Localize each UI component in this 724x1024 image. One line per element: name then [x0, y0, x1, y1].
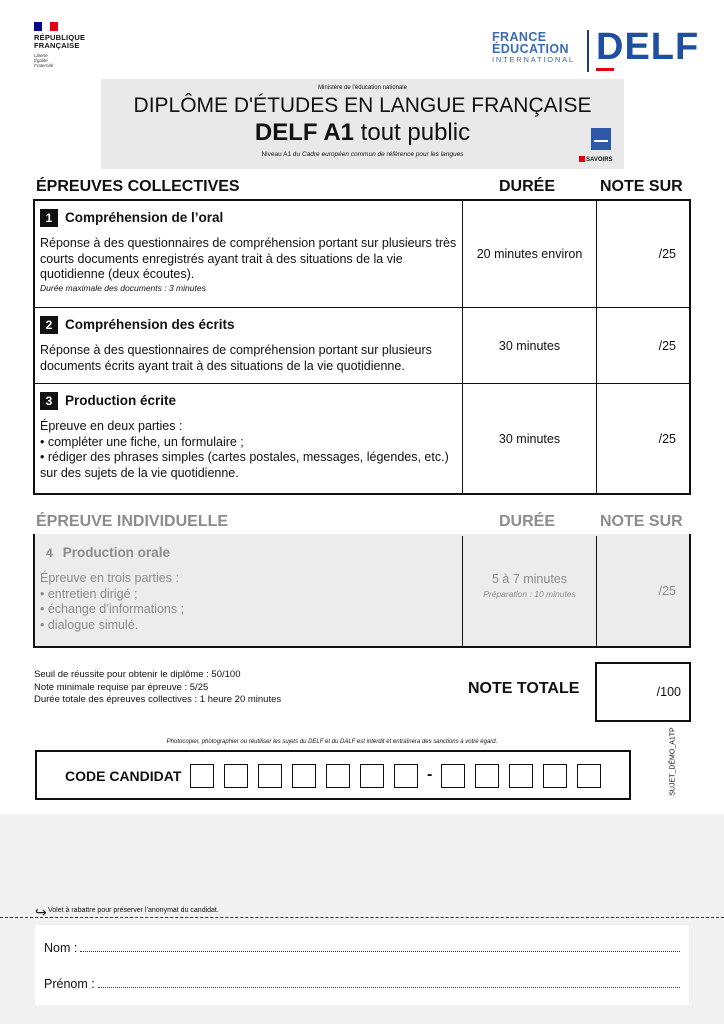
exam-row-2-title	[40, 316, 458, 334]
exam-row-2-score-text: /25	[658, 338, 676, 353]
exam-row-1-description-cell	[35, 201, 463, 307]
delf-logo: DELF	[596, 26, 700, 68]
marianne-flag-icon	[34, 22, 58, 31]
sujet-code-text: SUJET_DÉMO_A1TP	[669, 727, 677, 796]
exam-row-2-description-cell	[35, 308, 463, 383]
republique-line-2: FRANÇAISE	[34, 41, 80, 50]
diploma-subtitle	[101, 119, 624, 147]
savoirs-mark-icon	[579, 156, 585, 162]
exam-row-1-number: 1	[40, 209, 58, 227]
republique-line-1: RÉPUBLIQUE	[34, 33, 86, 42]
exam-row-2-duration	[463, 308, 597, 383]
individual-heading: ÉPREUVE INDIVIDUELLE	[36, 513, 229, 530]
exam-row-3	[35, 384, 689, 493]
exam-row-4-bullet-2: • échange d’informations ;	[40, 602, 185, 617]
code-digit-box[interactable]	[190, 764, 214, 788]
nom-dotted-line[interactable]	[80, 942, 680, 952]
code-digit-box[interactable]	[475, 764, 499, 788]
exam-row-4-duration	[463, 536, 597, 646]
collective-table	[33, 199, 691, 495]
republique-motto	[34, 53, 114, 68]
nom-field[interactable]	[44, 941, 680, 955]
note-totale-value: /100	[656, 685, 681, 699]
exam-row-2-number: 2	[40, 316, 58, 334]
exam-row-4	[35, 536, 689, 646]
logo-divider	[587, 30, 589, 72]
exam-row-4-bullet-3: • dialogue simulé.	[40, 617, 139, 632]
exam-row-1-note: Durée maximale des documents : 3 minutes	[40, 282, 206, 293]
motto-egalite: Égalité	[34, 58, 48, 63]
requirements-block	[34, 669, 281, 707]
prenom-label: Prénom :	[44, 977, 95, 991]
exam-row-3-description	[40, 419, 458, 481]
identity-area	[35, 925, 689, 1005]
note-minimale: Note minimale requise par épreuve : 5/25	[34, 681, 209, 693]
duree-totale: Durée totale des épreuves collectives : 1 heure 20 minutes	[34, 694, 282, 705]
exam-row-4-intro: Épreuve en trois parties :	[40, 571, 179, 585]
individual-col-duree: DURÉE	[499, 513, 556, 530]
exam-row-3-intro: Épreuve en deux parties :	[40, 419, 183, 433]
code-separator: -	[427, 766, 433, 783]
code-candidat-box	[35, 750, 631, 800]
niveau-line	[101, 151, 624, 158]
exam-row-4-description-cell	[35, 536, 463, 646]
collective-heading: ÉPREUVES COLLECTIVES	[36, 178, 240, 195]
code-candidat-label: CODE CANDIDAT	[65, 768, 182, 784]
code-digit-box[interactable]	[509, 764, 533, 788]
title-banner	[101, 79, 624, 169]
exam-row-1-description: Réponse à des questionnaires de compréhension portant sur plusieurs très courts documents enregistrés ayant trait à des situations de la vie quotidienne (deux écoutes).	[40, 236, 457, 282]
individual-col-note: NOTE SUR	[600, 513, 683, 530]
code-digit-box[interactable]	[543, 764, 567, 788]
sujet-code	[668, 728, 678, 800]
exam-row-1-duration-text: 20 minutes environ	[476, 247, 583, 261]
exam-row-4-title	[40, 544, 458, 562]
diploma-audience: tout public	[354, 119, 471, 146]
exam-row-1-duration	[463, 201, 597, 307]
exam-row-1-score	[597, 201, 689, 307]
code-digit-box[interactable]	[258, 764, 282, 788]
fei-line-1: FRANCE	[492, 30, 547, 44]
exam-row-3-description-cell	[35, 384, 463, 493]
exam-row-4-score	[597, 536, 689, 646]
exam-row-3-bullet-1: • compléter une fiche, un formulaire ;	[40, 434, 244, 449]
nom-label: Nom :	[44, 941, 78, 955]
exam-row-1-title-text: Compréhension de l’oral	[65, 210, 224, 225]
exam-row-4-number: 4	[46, 546, 53, 560]
collective-col-note: NOTE SUR	[600, 178, 683, 195]
exam-row-4-description	[40, 571, 458, 633]
exam-row-3-title-text: Production écrite	[65, 393, 177, 408]
code-digit-box[interactable]	[224, 764, 248, 788]
code-digit-box[interactable]	[577, 764, 601, 788]
exam-row-3-bullet-2: • rédiger des phrases simples (cartes postales, messages, légendes, etc.) sur des sujets de la vie quotidienne.	[40, 450, 449, 480]
republique-francaise-logo	[34, 22, 114, 68]
exam-row-4-bullet-1: • entretien dirigé ;	[40, 586, 138, 601]
exam-row-4-duration-text: 5 à 7 minutes	[491, 572, 568, 586]
fold-arrow-icon: ↪	[35, 904, 47, 920]
motto-liberte: Liberté	[34, 53, 48, 58]
afaq-certification-icon	[591, 128, 611, 150]
fold-line	[0, 917, 724, 918]
prenom-dotted-line[interactable]	[98, 978, 680, 988]
code-digit-box[interactable]	[441, 764, 465, 788]
exam-row-2-duration-text: 30 minutes	[498, 338, 561, 353]
code-digit-box[interactable]	[394, 764, 418, 788]
individual-table	[33, 534, 691, 648]
exam-row-3-score	[597, 384, 689, 493]
exam-row-1-title	[40, 209, 458, 227]
fold-note: Volet à rabattre pour préserver l’anonymat du candidat.	[48, 907, 219, 914]
diploma-level: DELF A1	[254, 119, 355, 146]
fei-line-2: ÉDUCATION	[492, 42, 569, 56]
code-digit-box[interactable]	[292, 764, 316, 788]
diploma-title: DIPLÔME D'ÉTUDES EN LANGUE FRANÇAISE	[133, 94, 592, 117]
exam-row-2-title-text: Compréhension des écrits	[65, 317, 235, 332]
seuil-reussite: Seuil de réussite pour obtenir le diplôme : 50/100	[34, 669, 241, 680]
exam-row-2-description: Réponse à des questionnaires de compréhension portant sur plusieurs documents écrits ayant trait à des situations de la vie quotidienne.	[40, 343, 432, 373]
exam-row-3-score-text: /25	[658, 431, 676, 446]
exam-row-4-score-text: /25	[658, 584, 676, 598]
exam-row-4-title-text: Production orale	[62, 545, 170, 560]
code-digit-box[interactable]	[326, 764, 350, 788]
delf-logo-accent	[596, 68, 614, 71]
collective-col-duree: DURÉE	[499, 178, 556, 195]
exam-row-3-duration-text: 30 minutes	[498, 431, 561, 446]
france-education-international-logo	[492, 31, 582, 65]
savoirs-logo	[579, 156, 613, 163]
savoirs-label: SAVOIRS	[586, 157, 613, 163]
niveau-cecr: Cadre européen commun de référence pour les langues	[301, 151, 464, 158]
fei-line-3: INTERNATIONAL	[492, 55, 575, 64]
legal-notice: Photocopier, photographier ou réutiliser les sujets du DELF et du DALF est interdit et entraînera des sanctions à votre égard.	[166, 739, 498, 745]
niveau-prefix: Niveau A1 du	[261, 151, 302, 158]
prenom-field[interactable]	[44, 977, 680, 991]
exam-row-2-score	[597, 308, 689, 383]
exam-row-2	[35, 308, 689, 384]
code-digit-box[interactable]	[360, 764, 384, 788]
exam-row-4-preparation: Préparation : 10 minutes	[483, 589, 576, 599]
note-totale-label: NOTE TOTALE	[468, 680, 580, 697]
exam-row-3-number: 3	[40, 392, 58, 410]
exam-row-1	[35, 201, 689, 308]
note-totale-box	[595, 662, 691, 722]
motto-fraternite: Fraternité	[34, 63, 54, 68]
exam-row-1-score-text: /25	[658, 247, 676, 261]
exam-row-3-duration	[463, 384, 597, 493]
exam-row-3-title	[40, 392, 458, 410]
ministere-label: Ministère de l'éducation nationale	[318, 85, 407, 91]
